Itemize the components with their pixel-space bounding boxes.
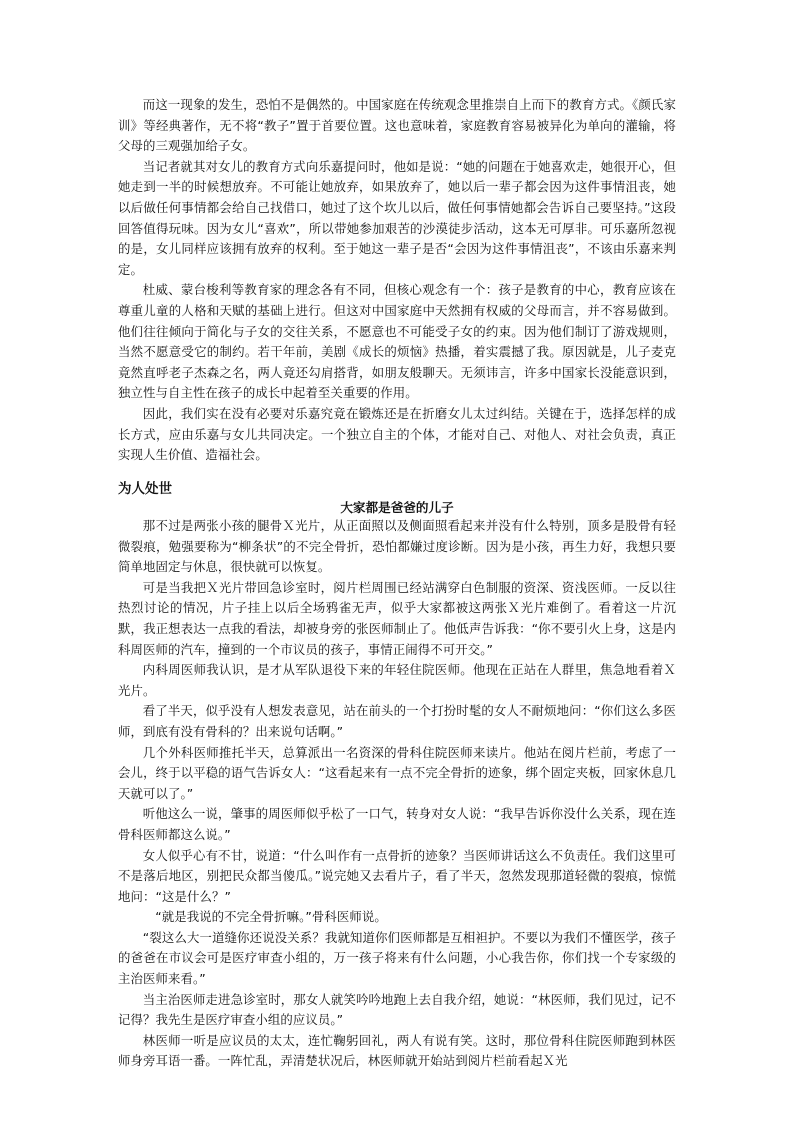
paragraph: 听他这么一说，肇事的周医师似乎松了一口气，转身对女人说：“我早告诉你没什么关系，现在连骨科医师都这么说。” xyxy=(118,806,676,842)
paragraph: “裂这么大一道缝你还说没关系？我就知道你们医师都是互相袒护。不要以为我们不懂医学，孩子的爸爸在市议会可是医疗审查小组的，万一孩子将来有什么问题，小心我告你，你们找一个专家级的主治医师来看。” xyxy=(118,929,676,987)
essay-section xyxy=(118,95,676,466)
story-section xyxy=(118,516,676,1072)
paragraph: 女人似乎心有不甘，说道：“什么叫作有一点骨折的迹象？当医师讲话这么不负责任。我们这里可不是落后地区，别把民众都当傻瓜。”说完她又去看片子，看了半天，忽然发现那道轻微的裂痕，惊慌地问：“这是什么？” xyxy=(118,847,676,904)
paragraph: 杜威、蒙台梭利等教育家的理念各有不同，但核心观念有一个：孩子是教育的中心，教育应该在尊重儿童的人格和天赋的基础上进行。但这对中国家庭中天然拥有权威的父母而言，并不容易做到。他们往往倾向于简化与子女的交往关系，不愿意也不可能受子女的约束。因为他们制订了游戏规则，当然不愿意受它的制约。若干年前，美剧《成长的烦恼》热播，着实震撼了我。原因就是，儿子麦克竟然直呼老子杰森之名，两人竟还勾肩搭背，如朋友般聊天。无须讳言，许多中国家长没能意识到，独立性与自主性在孩子的成长中起着至关重要的作用。 xyxy=(118,282,676,401)
paragraph: 可是当我把Ｘ光片带回急诊室时，阅片栏周围已经站满穿白色制服的资深、资浅医师。一反以往热烈讨论的情况，片子挂上以后全场鸦雀无声，似乎大家都被这两张Ｘ光片难倒了。看着这一片沉默，我正想表达一点我的看法，却被身旁的张医师制止了。他低声告诉我：“你不要引火上身，这是内科周医师的汽车，撞到的一个市议员的孩子，事情正闹得不可开交。” xyxy=(118,579,676,657)
section-heading: 为人处世 xyxy=(118,481,172,497)
paragraph: 内科周医师我认识，是才从军队退役下来的年轻住院医师。他现在正站在人群里，焦急地看着Ｘ光片。 xyxy=(118,662,676,698)
paragraph: 几个外科医师推托半天，总算派出一名资深的骨科住院医师来读片。他站在阅片栏前，考虑了一会儿，终于以平稳的语气告诉女人：“这看起来有一点不完全骨折的迹象，绑个固定夹板，回家休息几天就可以了。” xyxy=(118,744,676,801)
paragraph: 林医师一听是应议员的太太，连忙鞠躬回礼，两人有说有笑。这时，那位骨科住院医师跑到林医师身旁耳语一番。一阵忙乱，弄清楚状况后，林医师就开始站到阅片栏前看起Ｘ光 xyxy=(118,1032,676,1069)
paragraph: “就是我说的不完全骨折嘛。”骨科医师说。 xyxy=(155,909,387,925)
paragraph: 而这一现象的发生，恐怕不是偶然的。中国家庭在传统观念里推崇自上而下的教育方式。《颜氏家训》等经典著作，无不将“教子”置于首要位置。这也意味着，家庭教育容易被异化为单向的灌输，将父母的三观强加给子女。 xyxy=(118,97,676,154)
paragraph: 当记者就其对女儿的教育方式向乐嘉提问时，他如是说：“她的问题在于她喜欢走，她很开心，但她走到一半的时候想放弃。不可能让她放弃，如果放弃了，她以后一辈子都会因为这件事情沮丧，她以后做任何事情都会给自己找借口，她过了这个坎儿以后，做任何事情她都会告诉自己要坚持。”这段回答值得玩味。因为女儿“喜欢”，所以带她参加艰苦的沙漠徒步活动，这本无可厚非。可乐嘉所忽视的是，女儿同样应该拥有放弃的权利。至于她这一辈子是否“会因为这件事情沮丧”，不该由乐嘉来判定。 xyxy=(118,158,676,277)
paragraph: 因此，我们实在没有必要对乐嘉究竟在锻炼还是在折磨女儿太过纠结。关键在于，选择怎样的成长方式，应由乐嘉与女儿共同决定。一个独立自主的个体，才能对自己、对他人、对社会负责，真正实现人生价值、造福社会。 xyxy=(118,405,676,463)
paragraph: 当主治医师走进急诊室时，那女人就笑吟吟地跑上去自我介绍，她说：“林医师，我们见过，记不记得？我先生是医疗审查小组的应议员。” xyxy=(118,991,676,1028)
paragraph: 看了半天，似乎没有人想发表意见，站在前头的一个打扮时髦的女人不耐烦地问：“你们这么多医师，到底有没有骨科的？出来说句话啊。” xyxy=(118,703,676,739)
article-title: 大家都是爸爸的儿子 xyxy=(340,500,454,515)
paragraph: 那不过是两张小孩的腿骨Ｘ光片，从正面照以及侧面照看起来并没有什么特别，顶多是股骨有轻微裂痕，勉强要称为“柳条状”的不完全骨折，恐怕都嫌过度诊断。因为是小孩，再生力好，我想只要简单地固定与休息，很快就可以恢复。 xyxy=(118,518,676,575)
